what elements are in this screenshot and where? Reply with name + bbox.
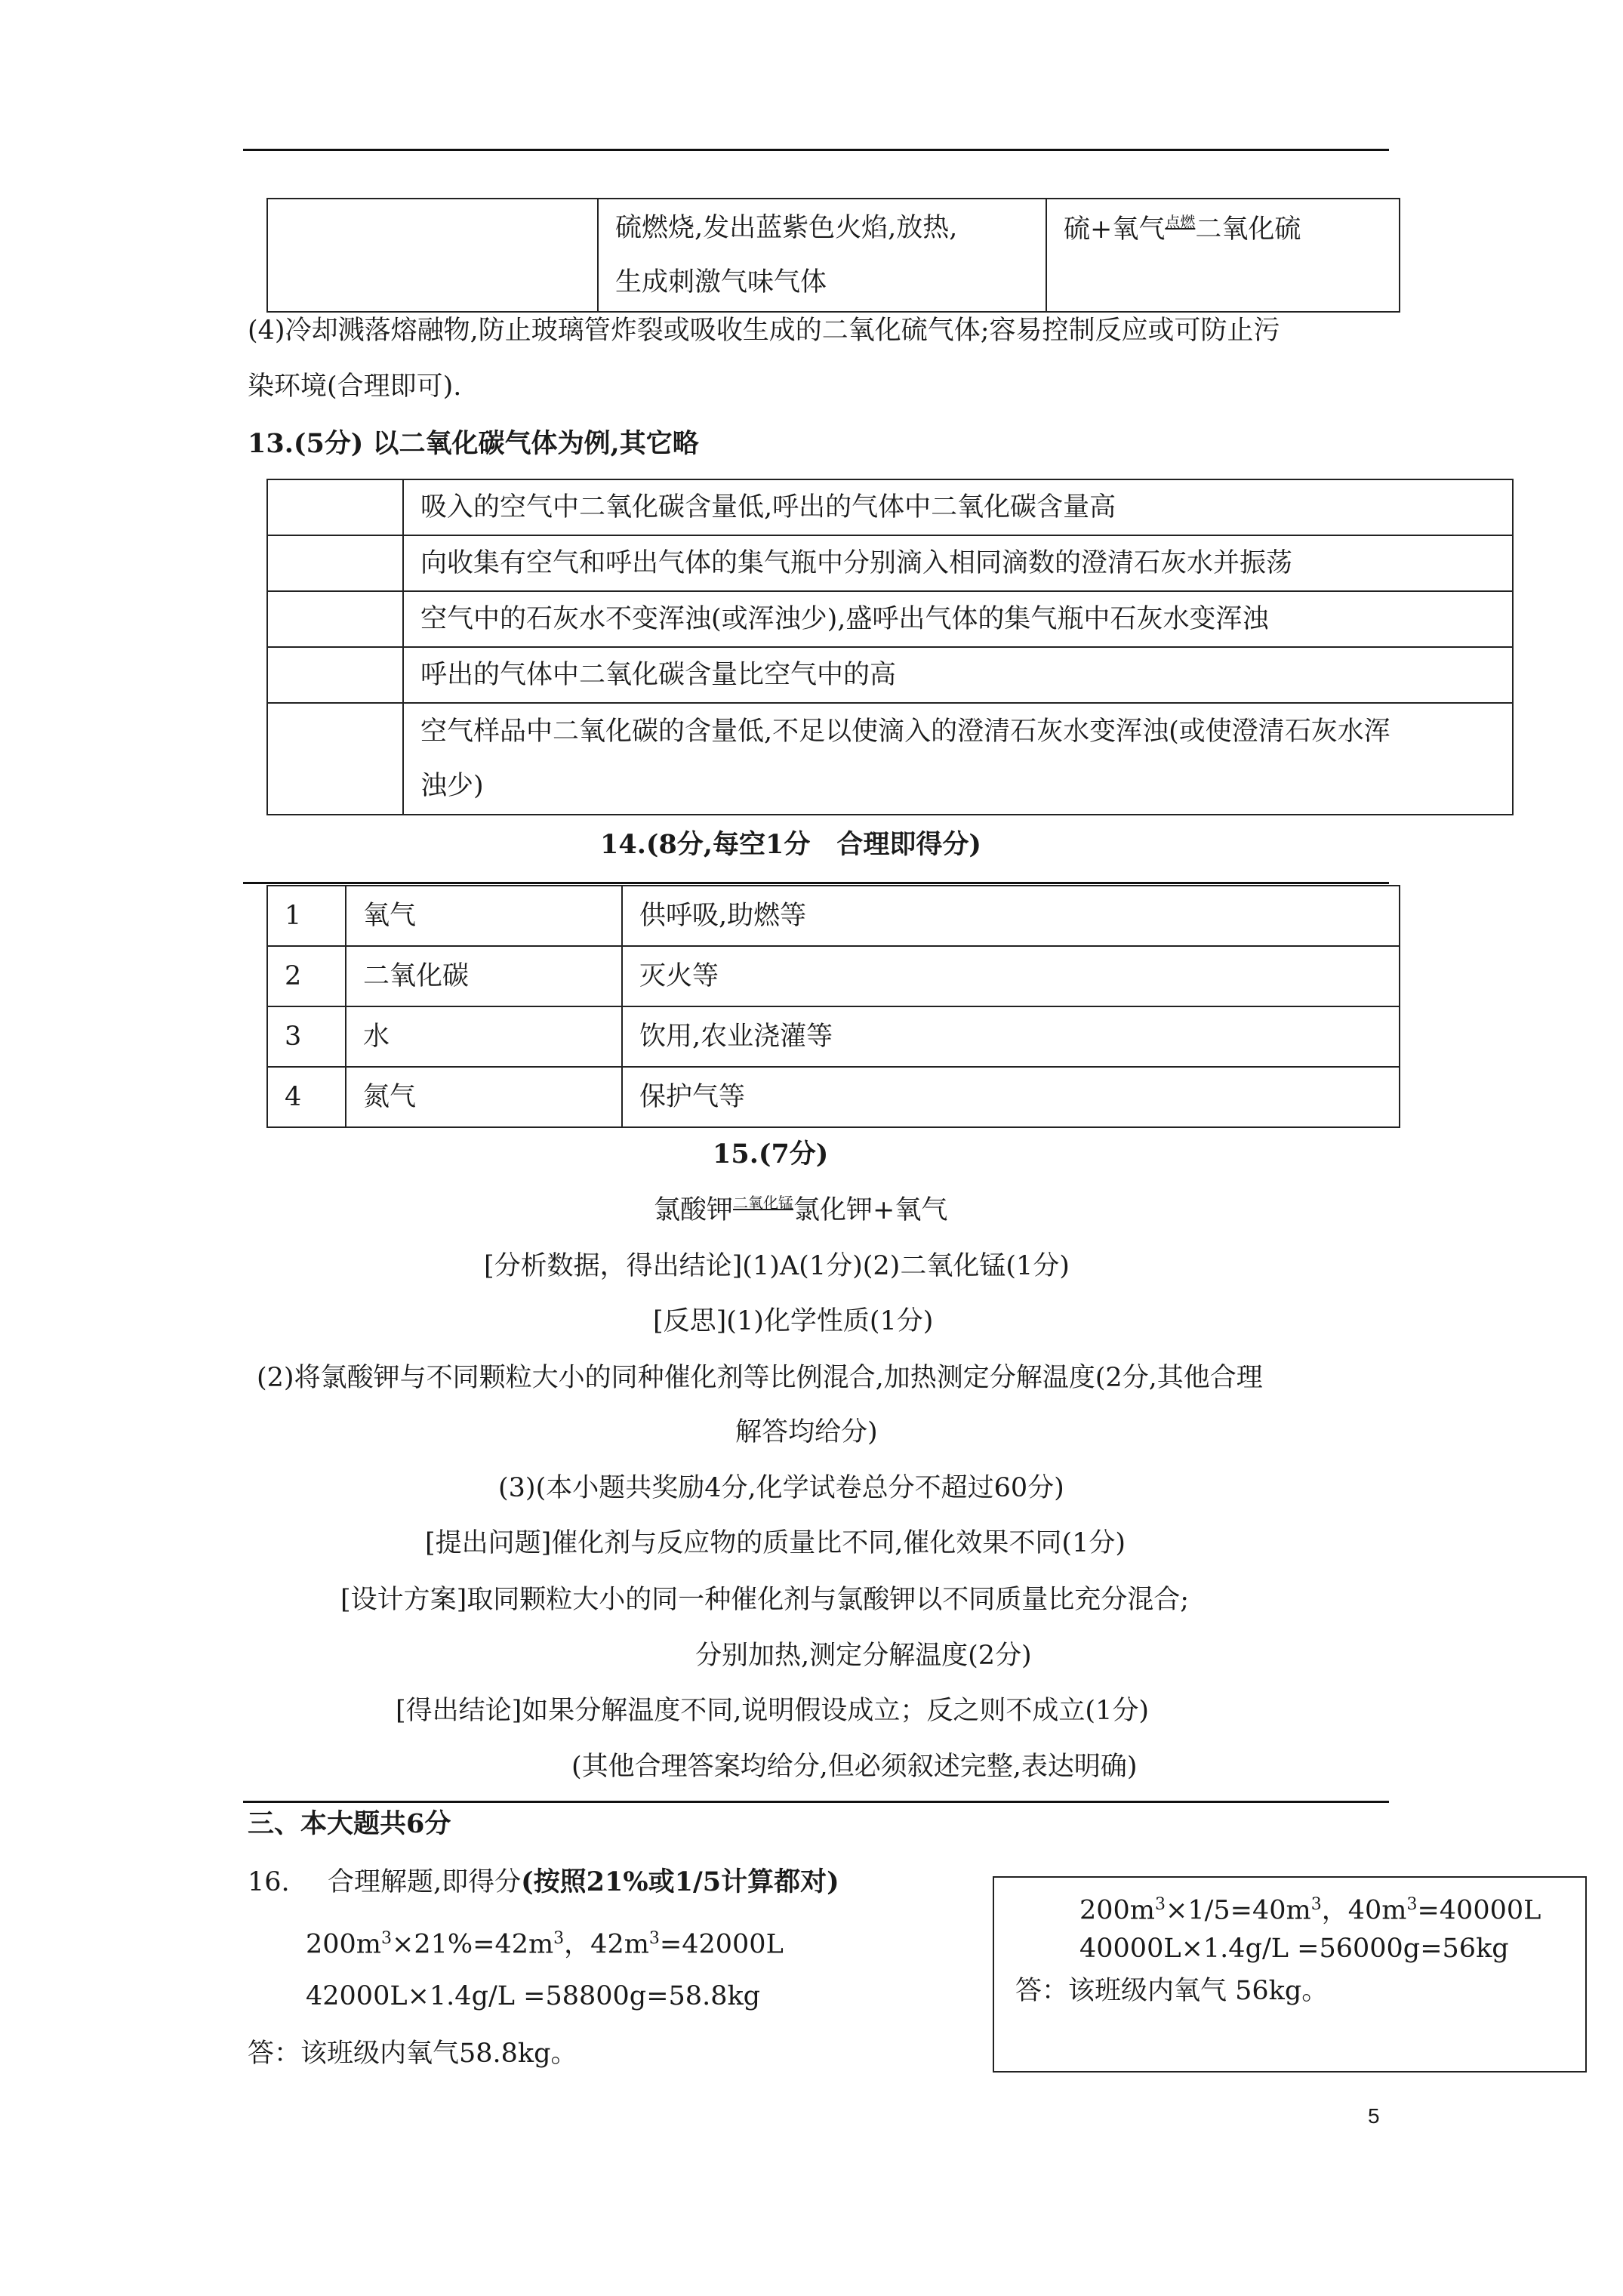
q16-intro-note: (按照21%或1/5计算都对): [521, 1866, 839, 1897]
header-rule: [243, 149, 1389, 151]
q14-table: [266, 885, 1400, 1128]
q13-row-5-line2: 浊少): [420, 771, 484, 801]
top-table-cell-1: [267, 199, 598, 312]
q13-table: [266, 479, 1514, 815]
equation-product: 二氧化硫: [1195, 214, 1301, 245]
q15-conclusion: [得出结论]如果分解温度不同,说明假设成立；反之则不成立(1分): [396, 1696, 1150, 1726]
equation-condition: 点燃: [1165, 213, 1196, 231]
q15-heading: 15.(7分): [713, 1139, 829, 1170]
q16-box-line2: 40000L×1.4g/L =56000g=56kg: [1079, 1934, 1509, 1964]
q14-num: 3: [267, 1006, 346, 1067]
para4-line2: 染环境(合理即可).: [248, 371, 462, 402]
table-row: [267, 1006, 1400, 1067]
q14-use: 饮用,农业浇灌等: [622, 1006, 1400, 1067]
table-row: [267, 591, 1513, 647]
q15-equation: [654, 1193, 947, 1231]
top-table: [266, 198, 1400, 313]
top-table-observation-1: 硫燃烧,发出蓝紫色火焰,放热,: [615, 213, 958, 243]
q14-name: 水: [346, 1006, 622, 1067]
q15-r2-line1: (2)将氯酸钾与不同颗粒大小的同种催化剂等比例混合,加热测定分解温度(2分,其他合理: [257, 1363, 1263, 1393]
q13-row-1: 吸入的空气中二氧化碳含量低,呼出的气体中二氧化碳含量高: [403, 479, 1513, 535]
q16-number: 16.: [248, 1867, 290, 1897]
q16-box-line1: $200m^3\times 1/5=40m^3$，$40m^3=40000L$: [1079, 1895, 1541, 1926]
q15-note: (其他合理答案均给分,但必须叙述完整,表达明确): [571, 1752, 1138, 1782]
para4-line1: (4)冷却溅落熔融物,防止玻璃管炸裂或吸收生成的二氧化硫气体;容易控制反应或可防止污: [248, 316, 1280, 346]
q14-use: 供呼吸,助燃等: [622, 886, 1400, 946]
q14-top-rule: [243, 882, 1389, 884]
q13-heading: 13.(5分) 以二氧化碳气体为例,其它略: [248, 428, 699, 459]
q14-heading: 14.(8分,每空1分 合理即得分): [600, 829, 981, 860]
table-row: [267, 886, 1400, 946]
q15-eq-reactant: 氯酸钾: [654, 1195, 734, 1225]
q15-r3: (3)(本小题共奖励4分,化学试卷总分不超过60分): [498, 1473, 1064, 1503]
q15-question: [提出问题]催化剂与反应物的质量比不同,催化效果不同(1分): [425, 1528, 1126, 1558]
section-rule: [243, 1801, 1389, 1803]
q14-num: 4: [267, 1067, 346, 1127]
q14-name: 氧气: [346, 886, 622, 946]
page-number: 5: [1368, 2104, 1380, 2128]
section3-heading: 三、本大题共6分: [248, 1808, 451, 1839]
q15-design-line2: 分别加热,测定分解温度(2分): [695, 1641, 1032, 1671]
q14-num: 2: [267, 946, 346, 1006]
table-row: [267, 703, 1513, 815]
q15-eq-products: 氯化钾+氧气: [793, 1195, 948, 1225]
q16-box-answer: 答：该班级内氧气 56kg。: [1015, 1976, 1329, 2006]
top-table-cell-3: [1046, 199, 1400, 312]
q15-r2-line2: 解答均给分): [735, 1417, 878, 1447]
q15-design-line1: [设计方案]取同颗粒大小的同一种催化剂与氯酸钾以不同质量比充分混合;: [340, 1585, 1190, 1615]
q16-answer: 答：该班级内氧气58.8kg。: [248, 2039, 577, 2069]
q13-row-3: 空气中的石灰水不变浑浊(或浑浊少),盛呼出气体的集气瓶中石灰水变浑浊: [403, 591, 1513, 647]
equation-reactants: 硫+氧气: [1064, 214, 1166, 245]
q14-num: 1: [267, 886, 346, 946]
q13-row-4: 呼出的气体中二氧化碳含量比空气中的高: [403, 647, 1513, 703]
q16-intro-text: 合理解题,即得分: [327, 1867, 522, 1897]
q14-name: 二氧化碳: [346, 946, 622, 1006]
table-row: [267, 647, 1513, 703]
q16-calc-line2: 42000L×1.4g/L =58800g=58.8kg: [306, 1981, 761, 2011]
q16-calc-line1: $200m^3\times 21\%=42m^3$，$42m^3=42000L$: [306, 1929, 784, 1960]
q15-eq-catalyst: 二氧化锰: [733, 1194, 794, 1212]
table-row: [267, 479, 1513, 535]
table-row: [267, 1067, 1400, 1127]
table-row: [267, 535, 1513, 591]
q15-reflection: [反思](1)化学性质(1分): [653, 1306, 934, 1336]
q14-use: 保护气等: [622, 1067, 1400, 1127]
q16-intro: [248, 1865, 839, 1900]
q13-row-5-line1: 空气样品中二氧化碳的含量低,不足以使滴入的澄清石灰水变浑浊(或使澄清石灰水浑: [420, 717, 1390, 747]
top-table-cell-2: [598, 199, 1046, 312]
q14-name: 氮气: [346, 1067, 622, 1127]
q13-row-2: 向收集有空气和呼出气体的集气瓶中分别滴入相同滴数的澄清石灰水并振荡: [403, 535, 1513, 591]
q15-analysis: [分析数据，得出结论](1)A(1分)(2)二氧化锰(1分): [484, 1251, 1070, 1281]
table-row: [267, 946, 1400, 1006]
q14-use: 灭火等: [622, 946, 1400, 1006]
top-table-observation-2: 生成刺激气味气体: [615, 267, 827, 297]
